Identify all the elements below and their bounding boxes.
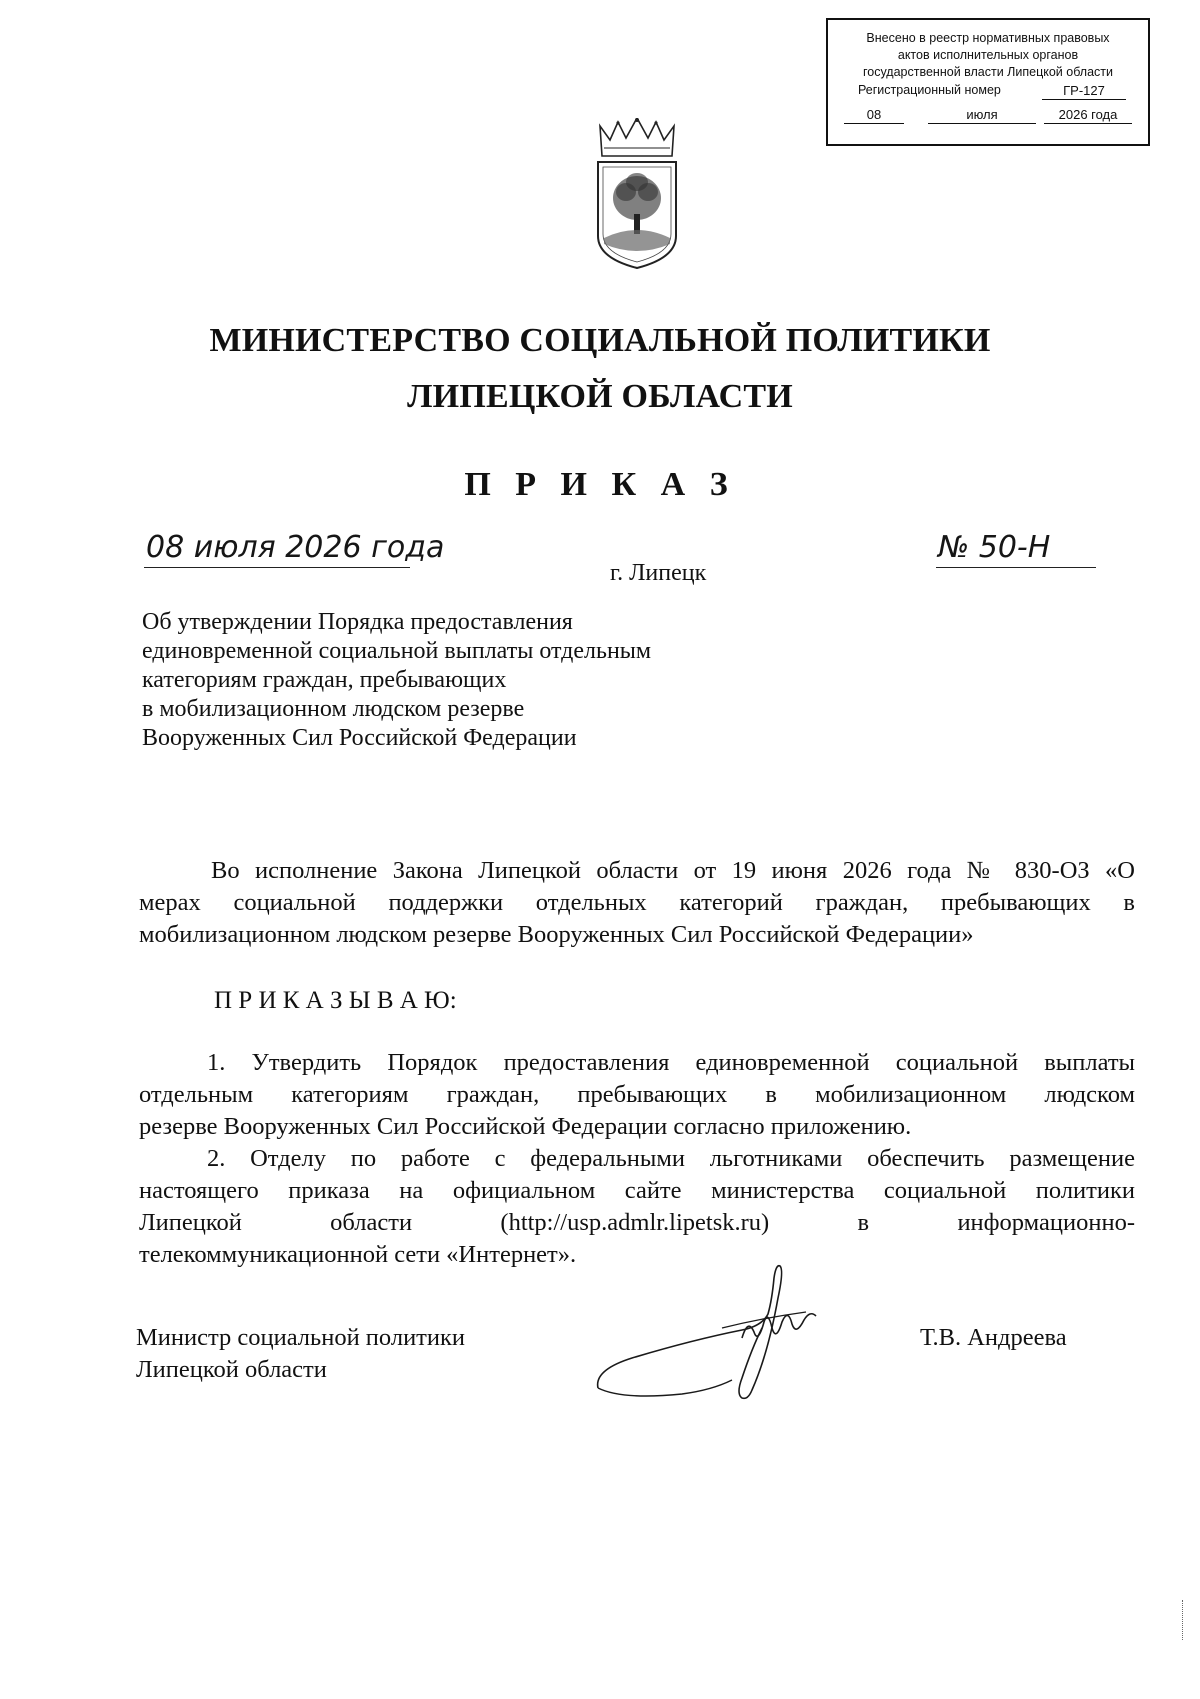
subject-line: Вооруженных Сил Российской Федерации: [142, 725, 577, 751]
coat-of-arms-icon: [590, 118, 684, 270]
stamp-year: 2026 года: [1044, 106, 1132, 124]
number-underline: [936, 567, 1096, 568]
item2-line: Липецкой области (http://usp.admlr.lipetsk.ru) в информационно-: [139, 1209, 1135, 1236]
order-item-1: [139, 1047, 1135, 1143]
stamp-date-row: [828, 106, 1148, 126]
item2-line: 2. Отделу по работе с федеральными льготниками обеспечить размещение: [207, 1145, 1135, 1172]
stamp-reg-label: Регистрационный номер: [858, 83, 1001, 97]
handwritten-number: № 50-Н: [938, 530, 1051, 565]
ministry-name-line-2: ЛИПЕЦКОЙ ОБЛАСТИ: [407, 378, 793, 415]
item2-line: настоящего приказа на официальном сайте министерства социальной политики: [139, 1177, 1135, 1204]
item2-line: телекоммуникационной сети «Интернет».: [139, 1241, 577, 1268]
date-underline: [144, 567, 410, 568]
signer-position-line-2: Липецкой области: [136, 1356, 327, 1383]
handwritten-signature: [592, 1258, 842, 1408]
stamp-registration-row: [828, 82, 1148, 102]
subject-line: в мобилизационном людском резерве: [142, 696, 525, 722]
handwritten-date: 08 июля 2026 года: [146, 530, 445, 565]
registry-stamp: [826, 18, 1150, 146]
city: г. Липецк: [610, 560, 707, 586]
stamp-reg-number: ГР-127: [1042, 82, 1126, 100]
document-subject: [142, 608, 762, 753]
document-type: П Р И К А З: [464, 466, 736, 503]
stamp-day: 08: [844, 106, 904, 124]
stamp-month: июля: [928, 106, 1036, 124]
stamp-line-2: актов исполнительных органов: [897, 48, 1079, 62]
subject-line: категориям граждан, пребывающих: [142, 667, 507, 693]
order-word: П Р И К А З Ы В А Ю:: [214, 987, 457, 1014]
subject-line: Об утверждении Порядка предоставления: [142, 609, 573, 635]
scan-edge-mark: [1182, 1600, 1185, 1640]
preamble-line: мерах социальной поддержки отдельных категорий граждан, пребывающих в: [139, 889, 1135, 916]
item1-line: 1. Утвердить Порядок предоставления единовременной социальной выплаты: [207, 1049, 1135, 1076]
signer-name: Т.В. Андреева: [920, 1324, 1067, 1351]
stamp-line-1: Внесено в реестр нормативных правовых: [866, 31, 1110, 45]
signer-position-line-1: Министр социальной политики: [136, 1324, 466, 1351]
item1-line: отдельным категориям граждан, пребывающих в мобилизационном людском: [139, 1081, 1135, 1108]
stamp-line-3: государственной власти Липецкой области: [862, 65, 1114, 79]
preamble-line: мобилизационном людском резерве Вооруженных Сил Российской Федерации»: [139, 921, 974, 948]
signer-position: [136, 1322, 465, 1386]
preamble-paragraph: [139, 855, 1135, 951]
order-item-2: [139, 1143, 1135, 1271]
preamble-line: Во исполнение Закона Липецкой области от 19 июня 2026 года № 830-ОЗ «О: [211, 857, 1135, 884]
subject-line: единовременной социальной выплаты отдельным: [142, 638, 652, 664]
ministry-name-line-1: МИНИСТЕРСТВО СОЦИАЛЬНОЙ ПОЛИТИКИ: [209, 322, 991, 359]
item1-line: резерве Вооруженных Сил Российской Федерации согласно приложению.: [139, 1113, 912, 1140]
